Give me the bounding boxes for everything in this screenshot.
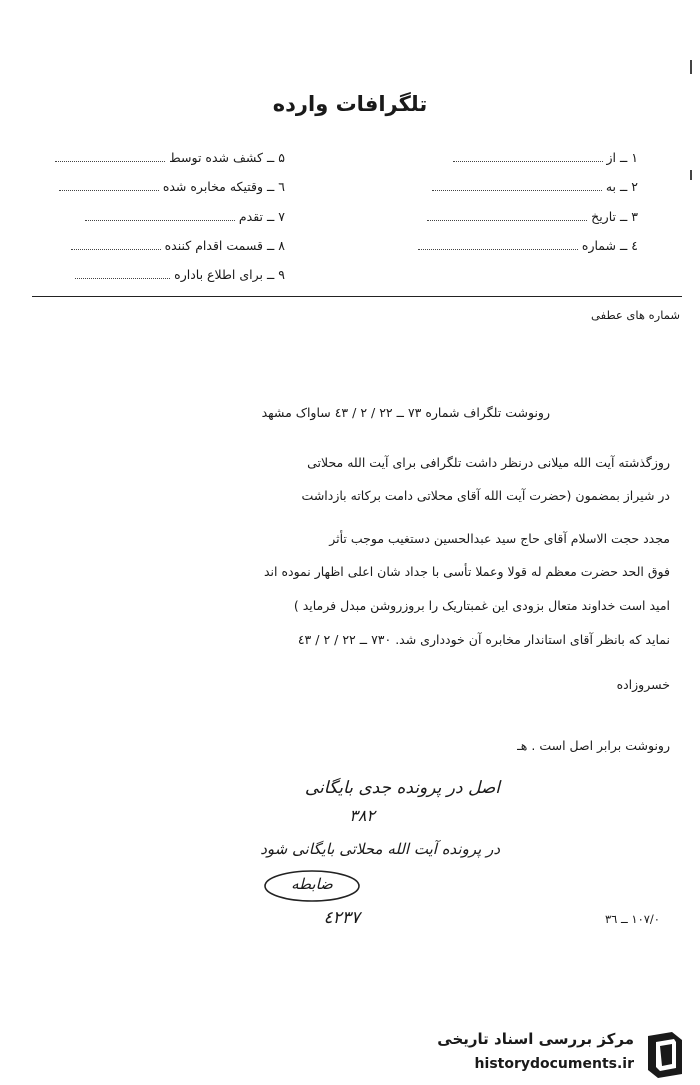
- signature-stamp: [262, 868, 362, 904]
- scan-edge-mark: [690, 170, 692, 180]
- archive-logo-icon: [642, 1028, 688, 1080]
- field-decoded-by: [55, 150, 285, 165]
- watermark-url: historydocuments.ir: [474, 1056, 634, 1072]
- field-priority-dots: [85, 212, 235, 221]
- handwritten-number-1: ۳۸۲: [349, 806, 375, 825]
- attestation-line: رونوشت برابر اصل است . هـ: [517, 738, 670, 753]
- field-to-label: ۲ ــ به: [605, 179, 638, 194]
- body-signer: خسروزاده: [616, 677, 670, 692]
- body-line-5: امید است خداوند متعال بزودی این غمبتاریک را بروزروشن مبدل فرماید ): [293, 598, 670, 613]
- reference-numbers-label: شماره های عطفی: [591, 308, 680, 322]
- header-divider: [32, 296, 682, 297]
- scan-edge-mark: [690, 60, 692, 74]
- field-priority-label: ۷ ــ تقدم: [238, 209, 285, 224]
- watermark-org: مرکز بررسی اسناد تاریخی: [437, 1030, 634, 1048]
- field-action-section: [71, 238, 285, 253]
- field-sent-time-dots: [59, 182, 159, 191]
- field-action-section-dots: [71, 241, 161, 250]
- handwritten-note-1: اصل در پرونده جدی بایگانی: [304, 778, 500, 798]
- body-line-2: در شیراز بمضمون (حضرت آیت الله آقای محلاتی دامت برکاته بازداشت: [301, 488, 670, 503]
- footer-watermark: [400, 1008, 700, 1085]
- stamp-text: ضابطه: [291, 875, 333, 893]
- document-title: تلگرافات وارده: [272, 92, 428, 116]
- field-number: [418, 238, 638, 253]
- document-code: ۱۰۷/۰ ــ ۳٦: [604, 912, 660, 926]
- body-line-4: فوق الحد حضرت معظم له قولا وعملا تأسی با جداد شان اعلی اظهار نموده اند: [263, 564, 670, 579]
- field-from-dots: [453, 153, 603, 162]
- body-heading: رونوشت تلگراف شماره ۷۳ ــ ۲۲ / ۲ / ٤۳ ساواک مشهد: [261, 405, 550, 420]
- field-from-label: ۱ ــ از: [606, 150, 638, 165]
- field-info-office: [75, 267, 285, 282]
- body-line-6: نماید که بانظر آقای استاندار مخابره آن خودداری شد. ۷۳۰ ــ ۲۲ / ۲ / ٤۳: [297, 632, 670, 647]
- body-line-3: مجدد حجت الاسلام آقای حاج سید عبدالحسین دستغیب موجب تأثر: [329, 531, 670, 546]
- handwritten-note-2: در پرونده آیت الله محلاتی بایگانی شود: [260, 840, 500, 858]
- field-info-office-label: ۹ ــ برای اطلاع باداره: [174, 267, 285, 282]
- field-action-section-label: ۸ ــ قسمت اقدام کننده: [164, 238, 285, 253]
- field-number-label: ٤ ــ شماره: [581, 238, 638, 253]
- handwritten-number-2: ٤۲۳۷: [323, 908, 360, 928]
- field-info-office-dots: [75, 270, 170, 279]
- field-priority: [85, 209, 285, 224]
- field-sent-time-label: ٦ ــ وقتیکه مخابره شده: [162, 179, 285, 194]
- field-date: [427, 209, 638, 224]
- field-sent-time: [59, 179, 285, 194]
- field-decoded-by-label: ۵ ــ کشف شده توسط: [169, 150, 285, 165]
- field-date-label: ۳ ــ تاریخ: [591, 209, 638, 224]
- field-from: [453, 150, 638, 165]
- field-number-dots: [418, 241, 578, 250]
- field-date-dots: [427, 212, 587, 221]
- field-to: [432, 179, 638, 194]
- field-to-dots: [432, 182, 602, 191]
- field-decoded-by-dots: [55, 153, 165, 162]
- body-line-1: روزگذشته آیت الله میلانی درنظر داشت تلگرافی برای آیت الله محلاتی: [307, 455, 670, 470]
